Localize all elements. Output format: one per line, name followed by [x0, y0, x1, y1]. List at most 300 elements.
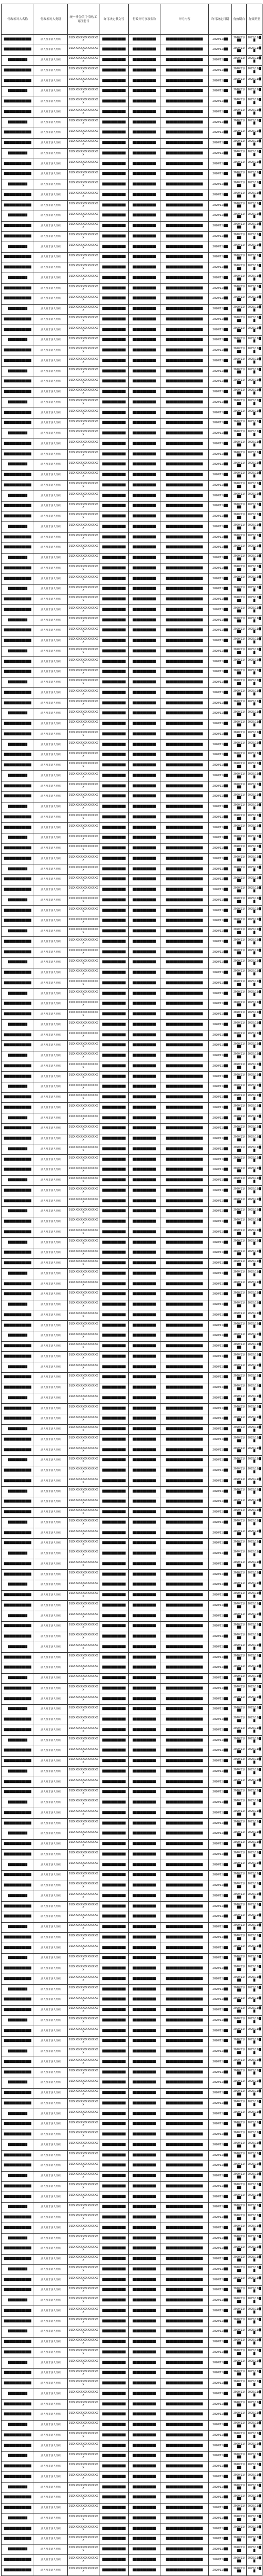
cell-decision-number: ████████████	[99, 1974, 129, 1985]
table-row	[2, 2400, 262, 2410]
cell-credit-code: 91XXXXXXXXXXXXXXXX	[68, 2182, 99, 2192]
cell-credit-code: 91XXXXXXXXXXXXXXXX	[68, 2420, 99, 2431]
cell-decision-date: 2020/11/██	[209, 957, 232, 968]
cell-decision-number: ████████████	[99, 625, 129, 636]
cell-permit-content: ███████████████████	[160, 377, 209, 387]
table-row	[2, 1538, 262, 1549]
cell-valid-from: 2020/11/██	[232, 1881, 247, 1891]
cell-holder-name: ██████████████	[2, 2119, 34, 2130]
cell-credit-code: 91XXXXXXXXXXXXXXXX	[68, 1559, 99, 1570]
cell-decision-number: ████████████	[99, 1642, 129, 1653]
cell-permit-content: ███████████████████	[160, 169, 209, 180]
cell-holder-name: ██████████████	[2, 418, 34, 429]
cell-decision-number: ████████████	[99, 1570, 129, 1580]
cell-credit-code: 91XXXXXXXXXXXXXXXX	[68, 263, 99, 273]
table-row	[2, 1922, 262, 1933]
cell-permit-content: ███████████████████	[160, 35, 209, 45]
cell-holder-type: 法人及非法人组织	[34, 2005, 68, 2016]
cell-decision-date: 2020/11/██	[209, 1404, 232, 1414]
cell-holder-name: ██████████████	[2, 1134, 34, 1144]
cell-permit-item: ████████████	[129, 698, 160, 709]
cell-decision-date: 2020/11/██	[209, 1756, 232, 1767]
cell-decision-date: 2020/11/██	[209, 1663, 232, 1673]
cell-permit-item: ████████████	[129, 1570, 160, 1580]
table-row	[2, 377, 262, 387]
cell-valid-to: 2025/11/██	[247, 159, 262, 170]
cell-decision-number: ████████████	[99, 1165, 129, 1175]
cell-decision-date: 2020/11/██	[209, 874, 232, 885]
cell-decision-number: ████████████	[99, 1549, 129, 1559]
cell-valid-to: 2025/11/██	[247, 605, 262, 616]
cell-holder-type: 法人及非法人组织	[34, 377, 68, 387]
cell-valid-to: 2025/11/██	[247, 636, 262, 646]
cell-holder-type: 法人及非法人组织	[34, 677, 68, 688]
cell-holder-name: ██████████	[2, 1269, 34, 1279]
table-row	[2, 1891, 262, 1902]
cell-valid-to: 2025/11/██	[247, 512, 262, 522]
cell-holder-type: 法人及非法人组织	[34, 2140, 68, 2151]
table-row	[2, 916, 262, 926]
cell-decision-number: ████████████	[99, 2078, 129, 2088]
cell-permit-item: ████████████	[129, 128, 160, 138]
cell-decision-number: ████████████	[99, 1756, 129, 1767]
cell-decision-number: ████████████	[99, 1040, 129, 1051]
cell-permit-item: ████████████	[129, 2088, 160, 2099]
cell-permit-item: ████████████	[129, 460, 160, 470]
table-row	[2, 1206, 262, 1217]
cell-holder-type: 法人及非法人组织	[34, 439, 68, 450]
table-row	[2, 1269, 262, 1279]
cell-valid-to: 2025/11/██	[247, 1518, 262, 1528]
cell-permit-item: ████████████	[129, 1601, 160, 1611]
cell-decision-number: ████████████	[99, 978, 129, 989]
cell-holder-name: ██████████	[2, 708, 34, 719]
cell-credit-code: 91XXXXXXXXXXXXXXXX	[68, 2254, 99, 2265]
cell-decision-number: ████████████	[99, 1435, 129, 1445]
cell-holder-name: ██████████	[2, 2483, 34, 2493]
cell-permit-content: ███████████████████	[160, 1684, 209, 1694]
cell-decision-number: ████████████	[99, 1953, 129, 1964]
cell-valid-from: 2020/11/██	[232, 1933, 247, 1943]
cell-credit-code: 91XXXXXXXXXXXXXXXX	[68, 1289, 99, 1300]
cell-permit-item: ████████████	[129, 284, 160, 294]
cell-valid-from: 2020/11/██	[232, 2036, 247, 2047]
cell-valid-to: 2025/11/██	[247, 55, 262, 66]
cell-valid-to: 2025/11/██	[247, 1092, 262, 1103]
cell-valid-to: 2025/11/██	[247, 1321, 262, 1331]
cell-holder-name: ██████████	[2, 1393, 34, 1404]
cell-permit-item: ████████████	[129, 1860, 160, 1871]
cell-permit-content: ███████████████████	[160, 978, 209, 989]
cell-permit-content: ███████████████████	[160, 1238, 209, 1248]
cell-holder-type: 法人及非法人组织	[34, 1549, 68, 1559]
cell-permit-content: ███████████████████	[160, 325, 209, 336]
table-row	[2, 1186, 262, 1196]
cell-holder-name: ██████████████	[2, 2088, 34, 2099]
cell-valid-from: 2020/11/██	[232, 1725, 247, 1736]
cell-permit-content: ███████████████████	[160, 1995, 209, 2005]
cell-valid-from: 2020/11/██	[232, 1663, 247, 1673]
cell-credit-code: 91XXXXXXXXXXXXXXXX	[68, 201, 99, 211]
cell-holder-type: 法人及非法人组织	[34, 273, 68, 284]
cell-decision-number: ████████████	[99, 1404, 129, 1414]
cell-holder-name: ██████████	[2, 1082, 34, 1092]
cell-decision-number: ████████████	[99, 252, 129, 263]
table-row	[2, 543, 262, 553]
cell-credit-code: 91XXXXXXXXXXXXXXXX	[68, 1715, 99, 1725]
cell-holder-type: 法人及非法人组织	[34, 221, 68, 232]
cell-credit-code: 91XXXXXXXXXXXXXXXX	[68, 1704, 99, 1715]
cell-holder-type: 法人及非法人组织	[34, 1414, 68, 1424]
cell-decision-date: 2020/11/██	[209, 2265, 232, 2275]
cell-valid-to: 2025/11/██	[247, 2016, 262, 2026]
cell-holder-type: 法人及非法人组织	[34, 2379, 68, 2389]
cell-holder-name: ██████████████	[2, 356, 34, 367]
cell-holder-type: 法人及非法人组织	[34, 1839, 68, 1850]
cell-valid-to: 2025/11/██	[247, 1289, 262, 1300]
cell-decision-date: 2020/11/██	[209, 460, 232, 470]
cell-credit-code: 91XXXXXXXXXXXXXXXX	[68, 315, 99, 325]
cell-holder-type: 法人及非法人组织	[34, 657, 68, 668]
table-row	[2, 553, 262, 564]
cell-permit-item: ████████████	[129, 1995, 160, 2005]
cell-permit-item: ████████████	[129, 2244, 160, 2254]
cell-holder-name: ██████████	[2, 1922, 34, 1933]
cell-holder-name: ██████████████	[2, 1372, 34, 1383]
cell-holder-name: ██████████	[2, 491, 34, 502]
cell-valid-from: 2020/11/██	[232, 1964, 247, 1974]
cell-valid-to: 2025/11/██	[247, 2254, 262, 2265]
cell-decision-date: 2020/11/██	[209, 646, 232, 657]
cell-decision-number: ████████████	[99, 128, 129, 138]
cell-holder-name: ██████████████	[2, 636, 34, 646]
cell-decision-date: 2020/11/██	[209, 864, 232, 875]
cell-valid-to: 2025/11/██	[247, 1507, 262, 1518]
cell-credit-code: 91XXXXXXXXXXXXXXXX	[68, 937, 99, 947]
cell-valid-from: 2020/11/██	[232, 698, 247, 709]
cell-decision-date: 2020/11/██	[209, 1767, 232, 1777]
cell-holder-type: 法人及非法人组织	[34, 1632, 68, 1642]
cell-holder-type: 法人及非法人组织	[34, 1289, 68, 1300]
cell-permit-content: ███████████████████	[160, 221, 209, 232]
table-row	[2, 387, 262, 398]
cell-credit-code: 91XXXXXXXXXXXXXXXX	[68, 2099, 99, 2109]
cell-holder-name: ██████████████	[2, 1123, 34, 1134]
cell-valid-to: 2025/11/██	[247, 1798, 262, 1808]
cell-valid-to: 2025/11/██	[247, 294, 262, 304]
cell-valid-to: 2025/11/██	[247, 1694, 262, 1705]
cell-valid-from: 2020/11/██	[232, 1092, 247, 1103]
cell-holder-type: 法人及非法人组织	[34, 750, 68, 760]
cell-holder-type: 法人及非法人组织	[34, 595, 68, 605]
cell-credit-code: 91XXXXXXXXXXXXXXXX	[68, 1684, 99, 1694]
cell-holder-type: 法人及非法人组织	[34, 138, 68, 149]
cell-valid-to: 2025/11/██	[247, 169, 262, 180]
cell-holder-type: 法人及非法人组织	[34, 802, 68, 812]
cell-permit-content: ███████████████████	[160, 729, 209, 740]
cell-decision-date: 2020/11/██	[209, 2057, 232, 2068]
cell-valid-from: 2020/11/██	[232, 719, 247, 729]
cell-valid-to: 2025/11/██	[247, 501, 262, 512]
cell-valid-to: 2025/11/██	[247, 657, 262, 668]
cell-holder-name: ██████████	[2, 118, 34, 128]
cell-holder-name: ██████████████	[2, 2524, 34, 2535]
table-row	[2, 2223, 262, 2234]
cell-credit-code: 91XXXXXXXXXXXXXXXX	[68, 916, 99, 926]
cell-decision-date: 2020/11/██	[209, 750, 232, 760]
cell-decision-date: 2020/11/██	[209, 2348, 232, 2358]
cell-permit-item: ████████████	[129, 802, 160, 812]
cell-valid-from: 2020/11/██	[232, 2492, 247, 2503]
cell-valid-from: 2020/11/██	[232, 1839, 247, 1850]
table-row	[2, 1404, 262, 1414]
cell-credit-code: 91XXXXXXXXXXXXXXXX	[68, 1974, 99, 1985]
cell-credit-code: 91XXXXXXXXXXXXXXXX	[68, 491, 99, 502]
cell-holder-name: ██████████████	[2, 1902, 34, 1912]
cell-valid-from: 2020/11/██	[232, 1507, 247, 1518]
cell-holder-type: 法人及非法人组织	[34, 107, 68, 118]
table-row	[2, 470, 262, 481]
cell-decision-date: 2020/11/██	[209, 512, 232, 522]
cell-credit-code: 91XXXXXXXXXXXXXXXX	[68, 398, 99, 408]
cell-credit-code: 91XXXXXXXXXXXXXXXX	[68, 2379, 99, 2389]
cell-decision-date: 2020/11/██	[209, 1155, 232, 1165]
table-row	[2, 2026, 262, 2037]
cell-permit-item: ████████████	[129, 97, 160, 107]
table-row	[2, 2306, 262, 2317]
cell-permit-item: ████████████	[129, 957, 160, 968]
cell-permit-item: ████████████	[129, 2514, 160, 2524]
cell-credit-code: 91XXXXXXXXXXXXXXXX	[68, 2140, 99, 2151]
table-row	[2, 740, 262, 750]
table-row	[2, 1134, 262, 1144]
cell-holder-name: ██████████████	[2, 66, 34, 76]
cell-valid-to: 2025/11/██	[247, 947, 262, 958]
cell-permit-item: ████████████	[129, 2151, 160, 2161]
cell-decision-number: ████████████	[99, 1611, 129, 1622]
cell-holder-type: 法人及非法人组织	[34, 1040, 68, 1051]
cell-decision-number: ████████████	[99, 1621, 129, 1632]
cell-valid-from: 2020/11/██	[232, 2514, 247, 2524]
cell-holder-type: 法人及非法人组织	[34, 1321, 68, 1331]
cell-valid-from: 2020/11/██	[232, 2016, 247, 2026]
cell-permit-content: ███████████████████	[160, 1165, 209, 1175]
cell-decision-date: 2020/11/██	[209, 1217, 232, 1227]
cell-holder-type: 法人及非法人组织	[34, 190, 68, 201]
cell-decision-number: ████████████	[99, 595, 129, 605]
cell-decision-number: ████████████	[99, 1518, 129, 1528]
cell-holder-type: 法人及非法人组织	[34, 1445, 68, 1456]
cell-valid-from: 2020/11/██	[232, 750, 247, 760]
cell-credit-code: 91XXXXXXXXXXXXXXXX	[68, 294, 99, 304]
cell-holder-type: 法人及非法人组织	[34, 636, 68, 646]
cell-decision-number: ████████████	[99, 1061, 129, 1072]
cell-holder-name: ██████████	[2, 2109, 34, 2120]
cell-holder-name: ██████████████	[2, 1663, 34, 1673]
cell-valid-from: 2020/11/██	[232, 999, 247, 1009]
cell-holder-type: 法人及非法人组织	[34, 667, 68, 677]
cell-valid-from: 2020/11/██	[232, 149, 247, 159]
cell-decision-date: 2020/11/██	[209, 636, 232, 646]
cell-valid-to: 2025/11/██	[247, 2420, 262, 2431]
cell-holder-name: ██████████	[2, 2016, 34, 2026]
cell-decision-date: 2020/11/██	[209, 1995, 232, 2005]
table-row	[2, 1155, 262, 1165]
cell-permit-content: ███████████████████	[160, 1663, 209, 1673]
cell-credit-code: 91XXXXXXXXXXXXXXXX	[68, 2161, 99, 2171]
cell-credit-code: 91XXXXXXXXXXXXXXXX	[68, 522, 99, 533]
cell-decision-number: ████████████	[99, 2036, 129, 2047]
table-row	[2, 1912, 262, 1922]
cell-credit-code: 91XXXXXXXXXXXXXXXX	[68, 1653, 99, 1663]
cell-decision-date: 2020/11/██	[209, 1870, 232, 1881]
cell-holder-name: ██████████	[2, 2265, 34, 2275]
cell-permit-content: ███████████████████	[160, 584, 209, 595]
cell-permit-content: ███████████████████	[160, 1870, 209, 1881]
cell-credit-code: 91XXXXXXXXXXXXXXXX	[68, 729, 99, 740]
cell-decision-number: ████████████	[99, 1829, 129, 1839]
cell-decision-date: 2020/11/██	[209, 1632, 232, 1642]
cell-valid-to: 2025/11/██	[247, 429, 262, 439]
cell-permit-content: ███████████████████	[160, 864, 209, 875]
cell-credit-code: 91XXXXXXXXXXXXXXXX	[68, 2524, 99, 2535]
cell-holder-type: 法人及非法人组织	[34, 1725, 68, 1736]
cell-credit-code: 91XXXXXXXXXXXXXXXX	[68, 1186, 99, 1196]
cell-credit-code: 91XXXXXXXXXXXXXXXX	[68, 2462, 99, 2472]
cell-permit-content: ███████████████████	[160, 429, 209, 439]
cell-decision-number: ████████████	[99, 1590, 129, 1601]
cell-valid-to: 2025/11/██	[247, 2379, 262, 2389]
cell-holder-name: ██████████████	[2, 667, 34, 677]
cell-credit-code: 91XXXXXXXXXXXXXXXX	[68, 1466, 99, 1476]
cell-holder-type: 法人及非法人组织	[34, 346, 68, 356]
cell-credit-code: 91XXXXXXXXXXXXXXXX	[68, 740, 99, 750]
table-row	[2, 1819, 262, 1829]
cell-decision-number: ████████████	[99, 2099, 129, 2109]
cell-decision-date: 2020/11/██	[209, 1943, 232, 1954]
cell-holder-type: 法人及非法人组织	[34, 2130, 68, 2140]
cell-decision-date: 2020/11/██	[209, 1289, 232, 1300]
cell-permit-item: ████████████	[129, 1611, 160, 1622]
cell-holder-name: ██████████████	[2, 1310, 34, 1321]
cell-decision-date: 2020/11/██	[209, 926, 232, 937]
cell-credit-code: 91XXXXXXXXXXXXXXXX	[68, 86, 99, 97]
cell-permit-content: ███████████████████	[160, 1549, 209, 1559]
cell-decision-date: 2020/11/██	[209, 802, 232, 812]
cell-decision-number: ████████████	[99, 2524, 129, 2535]
cell-permit-content: ███████████████████	[160, 2026, 209, 2037]
cell-permit-item: ████████████	[129, 719, 160, 729]
cell-permit-item: ████████████	[129, 708, 160, 719]
cell-permit-item: ████████████	[129, 1362, 160, 1373]
cell-holder-type: 法人及非法人组织	[34, 1051, 68, 1061]
cell-valid-from: 2020/11/██	[232, 1497, 247, 1507]
cell-credit-code: 91XXXXXXXXXXXXXXXX	[68, 1580, 99, 1590]
cell-valid-to: 2025/11/██	[247, 2296, 262, 2306]
cell-valid-to: 2025/11/██	[247, 688, 262, 698]
cell-holder-name: ██████████████	[2, 2151, 34, 2161]
table-row	[2, 1663, 262, 1673]
cell-decision-date: 2020/11/██	[209, 450, 232, 460]
cell-holder-type: 法人及非法人组织	[34, 791, 68, 802]
cell-decision-date: 2020/11/██	[209, 2306, 232, 2317]
cell-valid-to: 2025/11/██	[247, 533, 262, 543]
cell-holder-name: ██████████████	[2, 2213, 34, 2223]
cell-decision-date: 2020/11/██	[209, 595, 232, 605]
cell-decision-date: 2020/11/██	[209, 2420, 232, 2431]
cell-valid-to: 2025/11/██	[247, 874, 262, 885]
cell-holder-name: ██████████████	[2, 760, 34, 771]
cell-permit-item: ████████████	[129, 232, 160, 242]
table-row	[2, 2151, 262, 2161]
cell-valid-from: 2020/11/██	[232, 1466, 247, 1476]
cell-valid-from: 2020/11/██	[232, 2119, 247, 2130]
cell-decision-date: 2020/11/██	[209, 97, 232, 107]
cell-valid-from: 2020/11/██	[232, 823, 247, 833]
cell-credit-code: 91XXXXXXXXXXXXXXXX	[68, 1912, 99, 1922]
cell-valid-from: 2020/11/██	[232, 2109, 247, 2120]
cell-decision-date: 2020/11/██	[209, 439, 232, 450]
cell-valid-to: 2025/11/██	[247, 1995, 262, 2005]
cell-valid-to: 2025/11/██	[247, 1030, 262, 1041]
cell-decision-date: 2020/11/██	[209, 190, 232, 201]
cell-decision-date: 2020/11/██	[209, 2534, 232, 2544]
cell-permit-content: ███████████████████	[160, 1736, 209, 1746]
cell-decision-date: 2020/11/██	[209, 2483, 232, 2493]
cell-permit-item: ████████████	[129, 2317, 160, 2327]
cell-decision-date: 2020/11/██	[209, 1186, 232, 1196]
cell-permit-content: ███████████████████	[160, 1580, 209, 1590]
cell-holder-name: ██████████	[2, 211, 34, 221]
cell-valid-to: 2025/11/██	[247, 1404, 262, 1414]
cell-valid-from: 2020/11/██	[232, 1020, 247, 1030]
cell-credit-code: 91XXXXXXXXXXXXXXXX	[68, 1424, 99, 1435]
cell-permit-content: ███████████████████	[160, 180, 209, 190]
cell-holder-name: ██████████	[2, 1580, 34, 1590]
cell-holder-name: ██████████████	[2, 698, 34, 709]
cell-holder-type: 法人及非法人组织	[34, 1943, 68, 1954]
cell-valid-to: 2025/11/██	[247, 408, 262, 419]
cell-valid-from: 2020/11/██	[232, 512, 247, 522]
cell-permit-item: ████████████	[129, 1819, 160, 1829]
cell-valid-to: 2025/11/██	[247, 2306, 262, 2317]
cell-holder-name: ██████████	[2, 242, 34, 253]
cell-decision-number: ████████████	[99, 387, 129, 398]
cell-valid-to: 2025/11/██	[247, 937, 262, 947]
cell-decision-number: ████████████	[99, 221, 129, 232]
cell-permit-content: ███████████████████	[160, 470, 209, 481]
cell-permit-item: ████████████	[129, 584, 160, 595]
table-row	[2, 2285, 262, 2296]
cell-holder-name: ██████████	[2, 895, 34, 906]
cell-permit-content: ███████████████████	[160, 750, 209, 760]
cell-valid-from: 2020/11/██	[232, 2400, 247, 2410]
cell-holder-type: 法人及非法人组织	[34, 1829, 68, 1839]
cell-permit-item: ████████████	[129, 1300, 160, 1310]
cell-valid-from: 2020/11/██	[232, 854, 247, 864]
cell-holder-type: 法人及非法人组织	[34, 843, 68, 854]
cell-valid-to: 2025/11/██	[247, 232, 262, 242]
cell-decision-number: ████████████	[99, 1279, 129, 1290]
table-row	[2, 1289, 262, 1300]
cell-holder-name: ██████████████	[2, 2555, 34, 2565]
cell-holder-name: ██████████	[2, 55, 34, 66]
cell-holder-type: 法人及非法人组织	[34, 1476, 68, 1487]
cell-credit-code: 91XXXXXXXXXXXXXXXX	[68, 1404, 99, 1414]
cell-permit-item: ████████████	[129, 2068, 160, 2078]
cell-holder-type: 法人及非法人组织	[34, 1756, 68, 1767]
cell-decision-number: ████████████	[99, 450, 129, 460]
